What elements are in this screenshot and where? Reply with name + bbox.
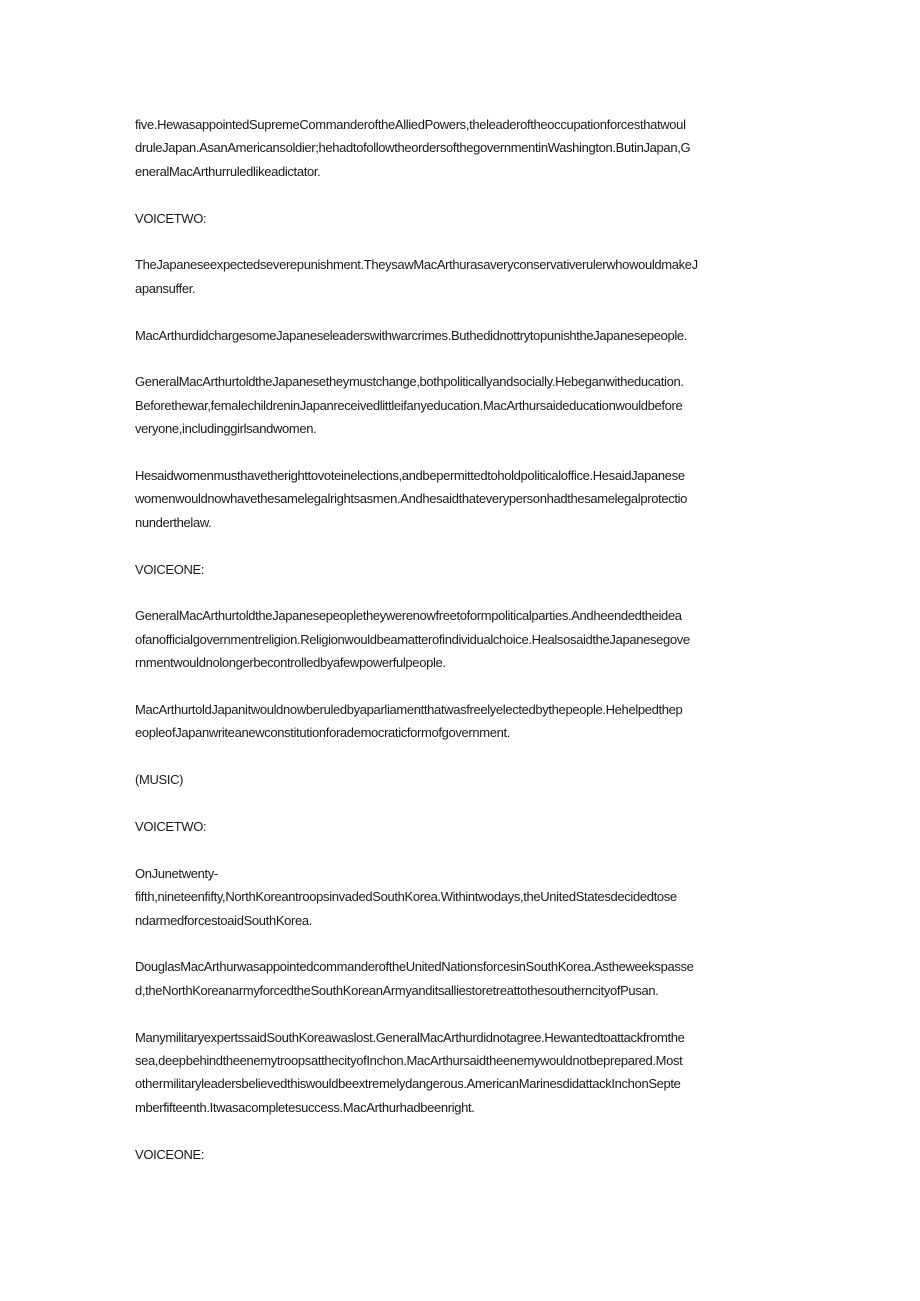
paragraph xyxy=(135,604,787,674)
text-line: (MUSIC) xyxy=(135,772,184,788)
document-body xyxy=(135,113,787,1189)
paragraph xyxy=(135,955,787,1002)
paragraph xyxy=(135,324,787,347)
text-line: veryone,includinggirlsandwomen. xyxy=(135,421,317,437)
text-line: eneralMacArthurruledlikeadictator. xyxy=(135,163,321,179)
text-line: MacArthurtoldJapanitwouldnowberuledbyaparliamentthatwasfreelyelectedbythepeople.Hehelpedthep xyxy=(135,702,683,718)
text-line: GeneralMacArthurtoldtheJapanesetheymustchange,bothpoliticallyandsocially.Hebeganwitheducation. xyxy=(135,374,684,390)
text-line: mberfifteenth.Itwasacompletesuccess.MacArthurhadbeenright. xyxy=(135,1099,475,1115)
speaker-label xyxy=(135,558,787,581)
text-line: d,theNorthKoreanarmyforcedtheSouthKoreanArmyanditsalliestoretreattothesoutherncityofPusan. xyxy=(135,982,659,998)
text-line: MacArthurdidchargesomeJapaneseleaderswithwarcrimes.ButhedidnottrytopunishtheJapanesepeople. xyxy=(135,327,688,343)
text-line: Hesaidwomenmusthavetherighttovoteinelections,andbepermittedtoholdpoliticaloffice.HesaidJapanese xyxy=(135,468,685,484)
text-line: five.HewasappointedSupremeCommanderoftheAlliedPowers,theleaderoftheoccupationforcesthatwoul xyxy=(135,117,686,132)
text-line: ManymilitaryexpertssaidSouthKoreawaslost.GeneralMacArthurdidnotagree.Hewantedtoattackfromthe xyxy=(135,1029,685,1045)
text-line: rnmentwouldnolongerbecontrolledbyafewpowerfulpeople. xyxy=(135,655,446,671)
text-line: OnJunetwenty- xyxy=(135,865,218,881)
text-line: VOICETWO: xyxy=(135,210,207,226)
paragraph xyxy=(135,253,787,300)
text-line: DouglasMacArthurwasappointedcommanderoftheUnitedNationsforcesinSouthKorea.Astheweekspasse xyxy=(135,959,694,975)
speaker-label xyxy=(135,207,787,230)
speaker-label xyxy=(135,815,787,838)
text-line: VOICETWO: xyxy=(135,819,207,835)
music-cue xyxy=(135,768,787,791)
text-line: ndarmedforcestoaidSouthKorea. xyxy=(135,912,313,928)
text-line: apansuffer. xyxy=(135,280,196,296)
text-line: TheJapaneseexpectedseverepunishment.TheysawMacArthurasaveryconservativerulerwhowouldmakeJ xyxy=(135,257,698,273)
paragraph xyxy=(135,698,787,745)
paragraph xyxy=(135,370,787,440)
speaker-label xyxy=(135,1143,787,1166)
text-line: ofanofficialgovernmentreligion.Religionwouldbeamatterofindividualchoice.HealsosaidtheJapanesegove xyxy=(135,631,690,647)
text-line: eopleofJapanwriteanewconstitutionforademocraticformofgovernment. xyxy=(135,725,511,741)
text-line: GeneralMacArthurtoldtheJapanesepeopletheywerenowfreetoformpoliticalparties.Andheendedtheidea xyxy=(135,608,682,624)
text-line: VOICEONE: xyxy=(135,1146,205,1162)
text-line: druleJapan.AsanAmericansoldier;hehadtofollowtheordersofthegovernmentinWashington.ButinJapan,G xyxy=(135,140,691,156)
text-line: nunderthelaw. xyxy=(135,514,212,530)
text-line: fifth,nineteenfifty,NorthKoreantroopsinvadedSouthKorea.Withintwodays,theUnitedStatesdecidedtose xyxy=(135,889,677,905)
paragraph xyxy=(135,862,787,932)
text-line: sea,deepbehindtheenemytroopsatthecityofInchon.MacArthursaidtheenemywouldnotbeprepared.Most xyxy=(135,1053,683,1069)
text-line: othermilitaryleadersbelievedthiswouldbeextremelydangerous.AmericanMarinesdidattackInchonSepte xyxy=(135,1076,681,1092)
paragraph xyxy=(135,113,787,183)
text-line: VOICEONE: xyxy=(135,561,205,577)
text-line: womenwouldnowhavethesamelegalrightsasmen.Andhesaidthateverypersonhadthesamelegalprotectio xyxy=(135,491,688,507)
text-line: Beforethewar,femalechildreninJapanreceivedlittleifanyeducation.MacArthursaideducationwouldbefore xyxy=(135,397,683,413)
paragraph xyxy=(135,1026,787,1120)
paragraph xyxy=(135,464,787,534)
